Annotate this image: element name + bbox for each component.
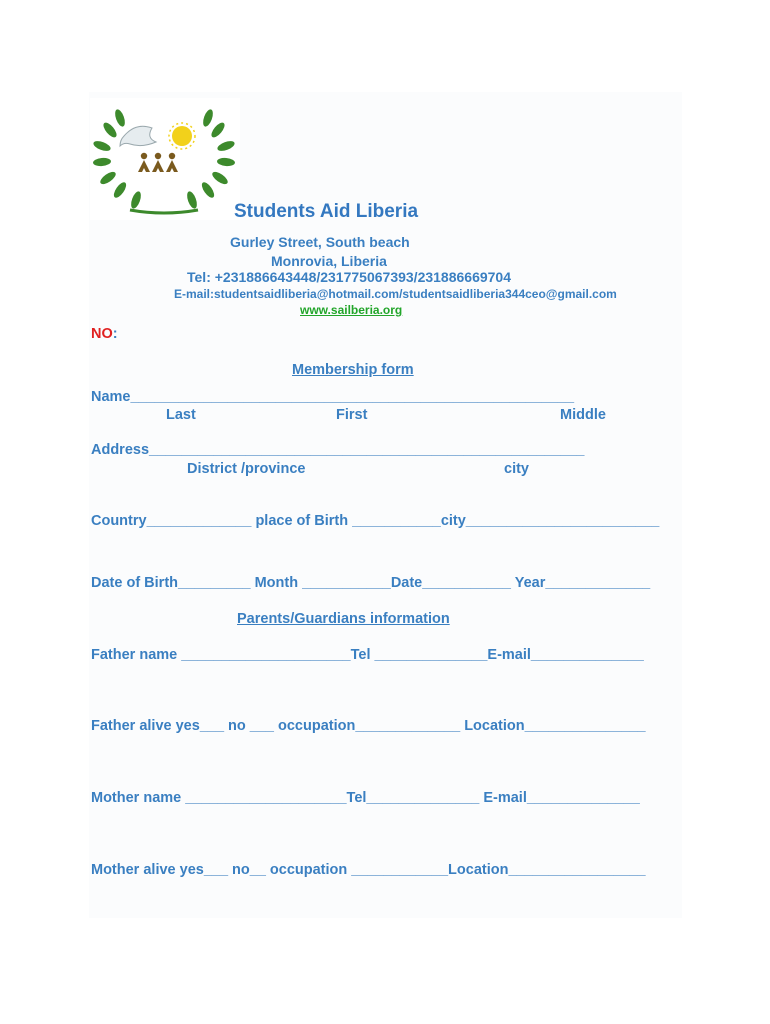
name-last-label: Last xyxy=(166,407,196,423)
no-label: NO xyxy=(91,326,113,342)
email-line: E-mail:studentsaidliberia@hotmail.com/studentsaidliberia344ceo@gmail.com xyxy=(174,287,617,301)
phone-line: Tel: +231886643448/231775067393/231886669704 xyxy=(187,269,511,285)
org-logo xyxy=(90,98,240,220)
address-line-2: Monrovia, Liberia xyxy=(271,253,387,269)
address-field[interactable]: Address______________________________________________________ xyxy=(91,442,585,458)
sun-icon xyxy=(169,123,195,149)
address-line-1: Gurley Street, South beach xyxy=(230,234,410,250)
form-number xyxy=(91,326,118,342)
no-colon: : xyxy=(112,326,118,342)
city-sub-label: city xyxy=(504,461,529,477)
name-field[interactable]: Name_______________________________________________________ xyxy=(91,389,575,405)
website-link[interactable]: www.sailberia.org xyxy=(300,303,403,317)
country-field[interactable]: Country_____________ place of Birth ___________city________________________ xyxy=(91,513,660,529)
date-of-birth-field[interactable]: Date of Birth_________ Month ___________Date___________ Year_____________ xyxy=(91,575,651,591)
district-label: District /province xyxy=(187,461,306,477)
father-name-field[interactable]: Father name _____________________Tel ______________E-mail______________ xyxy=(91,647,644,663)
org-name: Students Aid Liberia xyxy=(234,201,419,222)
form-title: Membership form xyxy=(292,362,414,378)
parents-heading: Parents/Guardians information xyxy=(237,611,450,627)
father-alive-field[interactable]: Father alive yes___ no ___ occupation_____________ Location_______________ xyxy=(91,718,646,734)
mother-alive-field[interactable]: Mother alive yes___ no__ occupation ____________Location_________________ xyxy=(91,862,646,878)
name-first-label: First xyxy=(336,407,368,423)
mother-name-field[interactable]: Mother name ____________________Tel______________ E-mail______________ xyxy=(91,790,640,806)
name-middle-label: Middle xyxy=(560,407,606,423)
